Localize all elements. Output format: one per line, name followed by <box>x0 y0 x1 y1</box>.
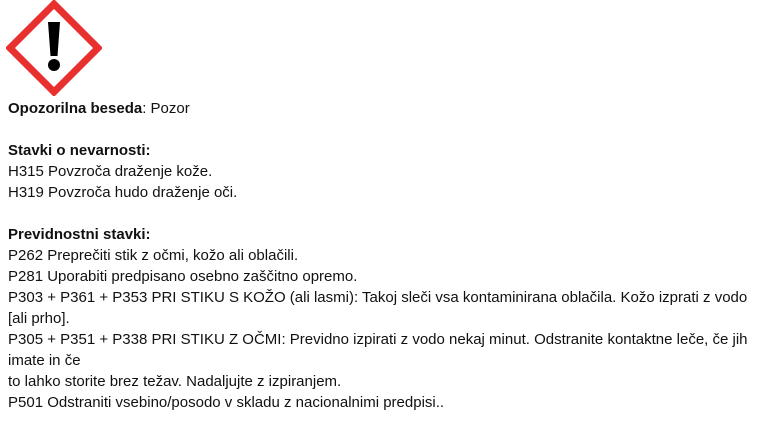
hazard-statement-h315: H315 Povzroča draženje kože. <box>8 163 213 180</box>
hazard-statement-h319: H319 Povzroča hudo draženje oči. <box>8 184 238 201</box>
signal-word-value: Pozor <box>150 100 190 117</box>
signal-word-separator: : <box>142 100 151 117</box>
precautionary-statement-p303: P303 + P361 + P353 PRI STIKU S KOŽO (ali lasmi): Takoj sleči vsa kontaminirana oblačila. Kožo izprati z vodo [ali prho]. <box>8 289 748 327</box>
signal-word-label: Opozorilna beseda <box>8 100 143 117</box>
signal-word-line <box>8 98 760 119</box>
safety-label-text <box>8 98 760 413</box>
precautionary-statement-p262: P262 Preprečiti stik z očmi, kožo ali oblačili. <box>8 247 299 264</box>
ghs-exclamation-mark-icon <box>6 0 102 96</box>
precautionary-statement-p501: P501 Odstraniti vsebino/posodo v skladu z nacionalnimi predpisi.. <box>8 394 445 411</box>
hazard-statements-heading: Stavki o nevarnosti: <box>8 142 151 159</box>
spacer <box>8 119 760 140</box>
precautionary-statements-heading: Previdnostni stavki: <box>8 226 151 243</box>
precautionary-statement-p305-continued: to lahko storite brez težav. Nadaljujte z izpiranjem. <box>8 373 342 390</box>
precautionary-statement-p305: P305 + P351 + P338 PRI STIKU Z OČMI: Previdno izpirati z vodo nekaj minut. Odstranite kontaktne leče, če jih imate in če <box>8 331 748 369</box>
spacer <box>8 203 760 224</box>
precautionary-statement-p281: P281 Uporabiti predpisano osebno zaščitno opremo. <box>8 268 358 285</box>
